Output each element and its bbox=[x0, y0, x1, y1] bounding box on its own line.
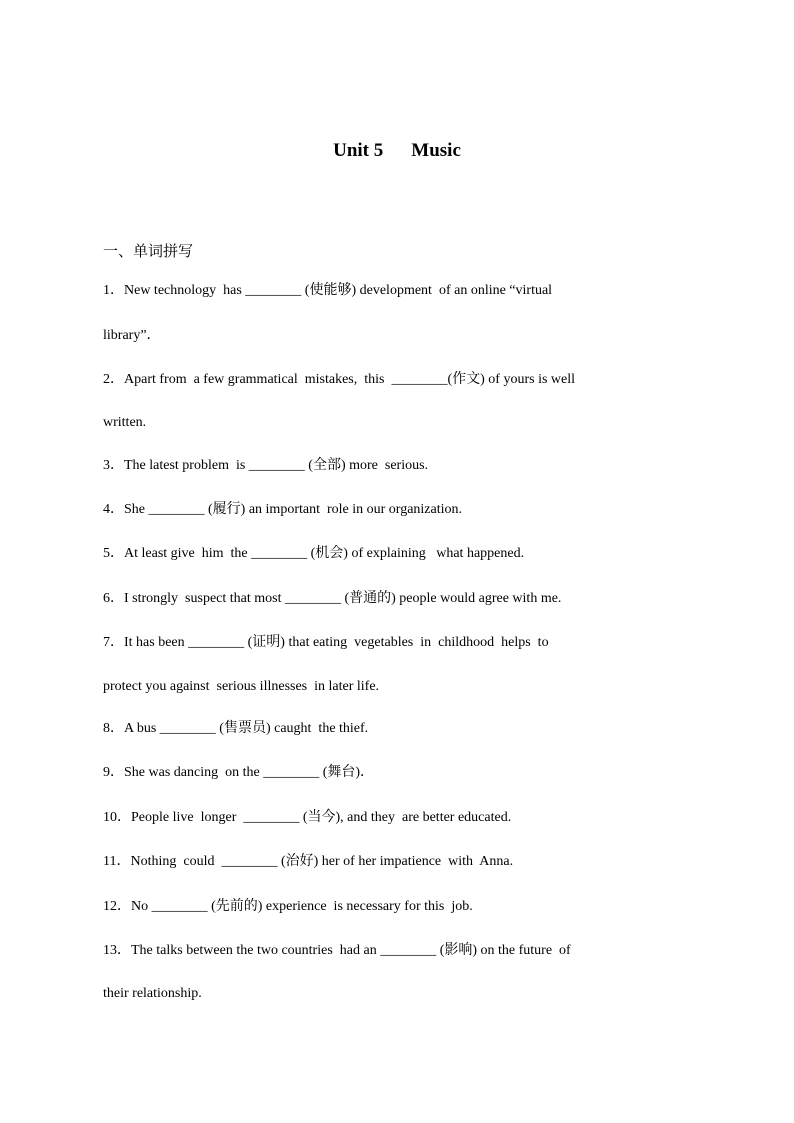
question-line: protect you against serious illnesses in later life. bbox=[103, 679, 380, 694]
question-line: 6．I strongly suspect that most ________ (普通的) people would agree with me. bbox=[103, 591, 562, 606]
question-line: their relationship. bbox=[103, 986, 202, 1001]
page-title bbox=[0, 140, 794, 162]
question-line: written. bbox=[103, 415, 147, 430]
question-line: 8．A bus ________ (售票员) caught the thief. bbox=[103, 721, 369, 736]
question-line: 9．She was dancing on the ________ (舞台)． bbox=[103, 765, 375, 780]
unit-label: Unit 5 bbox=[333, 140, 384, 161]
question-line: 2．Apart from a few grammatical mistakes, this ________(作文) of yours is well bbox=[103, 372, 576, 387]
question-line: 11．Nothing could ________ (治好) her of her impatience with Anna. bbox=[103, 854, 514, 869]
unit-topic: Music bbox=[411, 140, 461, 161]
question-line: 1．New technology has ________ (使能够) development of an online “virtual bbox=[103, 283, 553, 298]
question-line: 13．The talks between the two countries had an ________ (影响) on the future of bbox=[103, 943, 571, 958]
question-line: 4．She ________ (履行) an important role in our organization. bbox=[103, 502, 463, 517]
question-line: 12．No ________ (先前的) experience is necessary for this job. bbox=[103, 899, 473, 914]
question-line: 10．People live longer ________ (当今), and they are better educated. bbox=[103, 810, 512, 825]
question-line: 7．It has been ________ (证明) that eating vegetables in childhood helps to bbox=[103, 635, 549, 650]
section-heading: 一、单词拼写 bbox=[103, 242, 194, 260]
question-line: 5．At least give him the ________ (机会) of explaining what happened. bbox=[103, 546, 525, 561]
question-line: 3．The latest problem is ________ (全部) more serious. bbox=[103, 458, 429, 473]
question-line: library”． bbox=[103, 328, 161, 343]
